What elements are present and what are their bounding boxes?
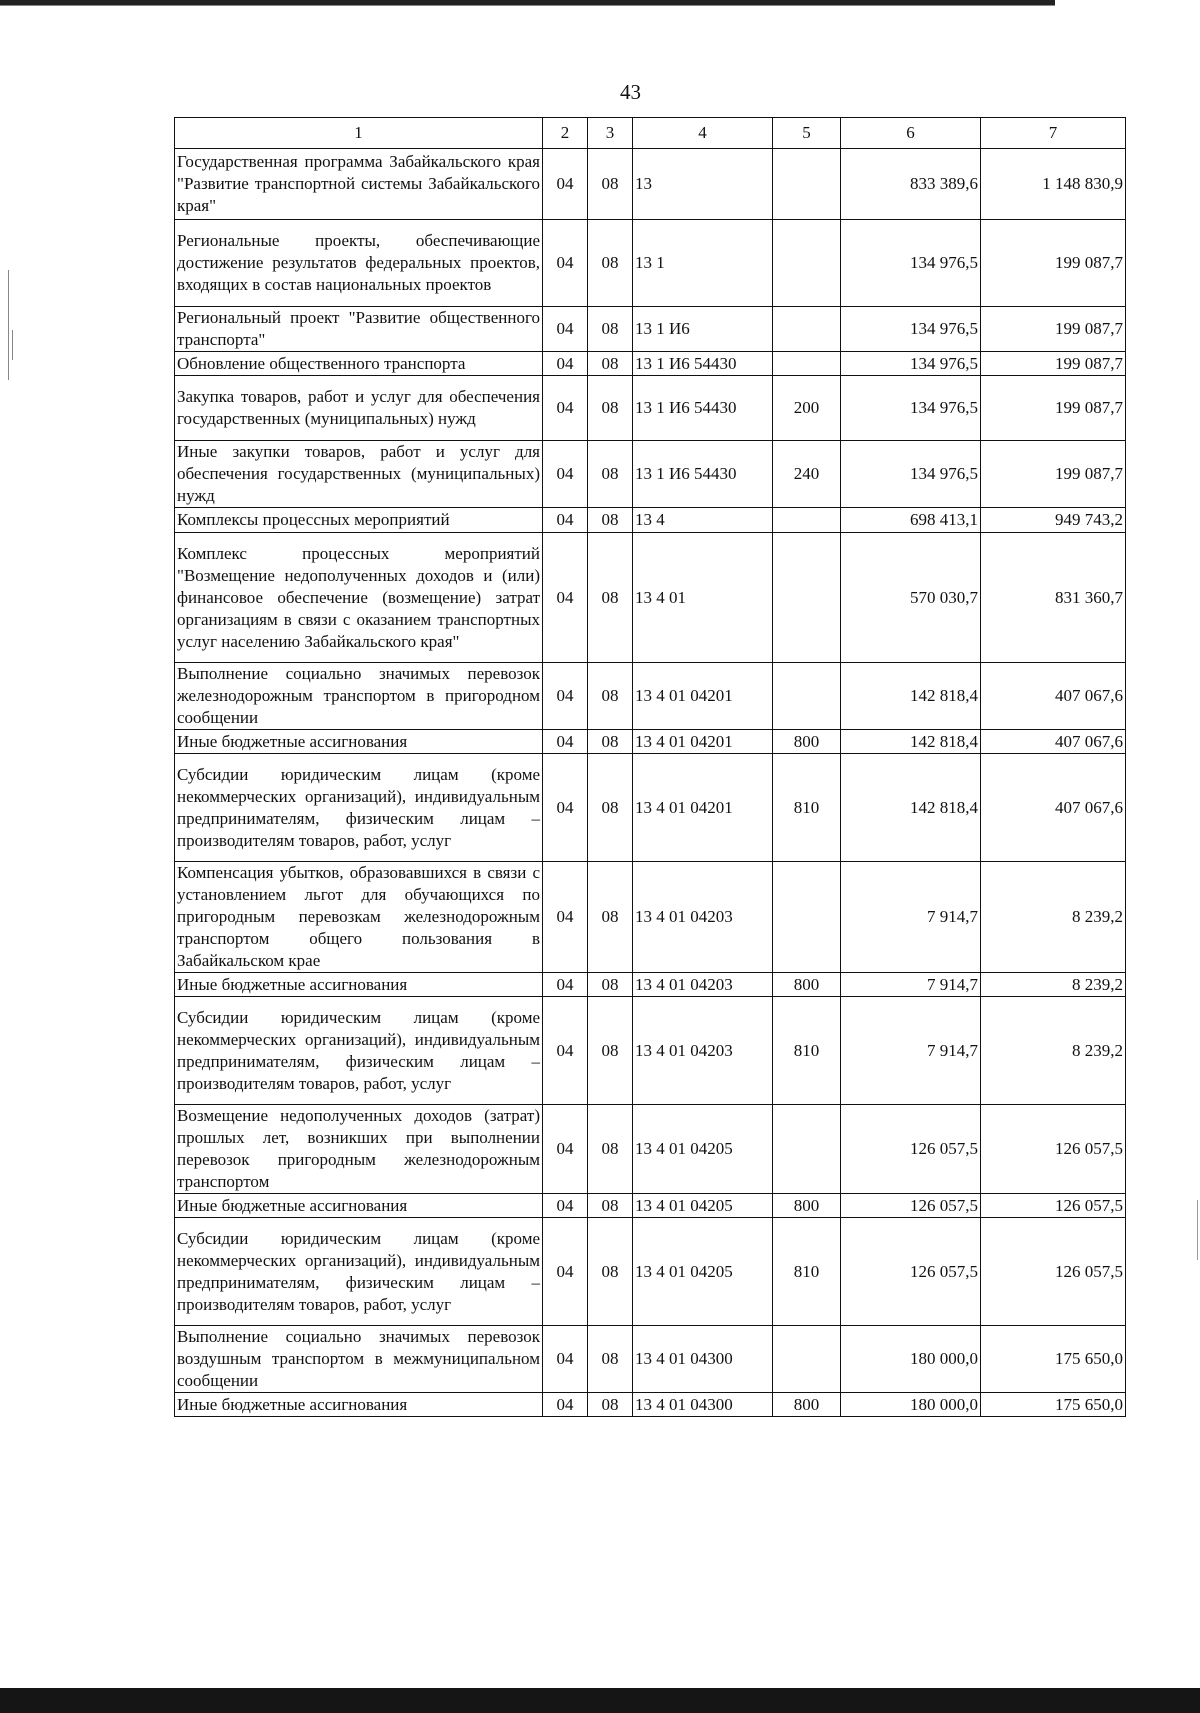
amount-col6-cell: 126 057,5 — [841, 1105, 981, 1194]
expense-type-cell — [773, 508, 841, 533]
subsection-code-cell: 08 — [588, 862, 633, 973]
amount-col6-cell: 7 914,7 — [841, 997, 981, 1105]
amount-col7-cell: 407 067,6 — [981, 730, 1126, 754]
target-article-cell: 13 4 01 04205 — [633, 1218, 773, 1326]
expense-type-cell: 800 — [773, 1393, 841, 1417]
target-article-cell: 13 4 01 04201 — [633, 730, 773, 754]
section-code-cell: 04 — [543, 1105, 588, 1194]
amount-col6-cell: 134 976,5 — [841, 376, 981, 441]
section-code-cell: 04 — [543, 149, 588, 220]
table-row — [175, 220, 1126, 307]
header-cell: 4 — [633, 118, 773, 149]
table-row — [175, 307, 1126, 352]
row-name-cell: Выполнение социально значимых перевозок железнодорожным транспортом в пригородном сообщении — [175, 663, 543, 730]
target-article-cell: 13 4 01 04201 — [633, 663, 773, 730]
amount-col7-cell: 407 067,6 — [981, 754, 1126, 862]
amount-col6-cell: 126 057,5 — [841, 1218, 981, 1326]
amount-col7-cell: 175 650,0 — [981, 1326, 1126, 1393]
row-name-cell: Субсидии юридическим лицам (кроме некоммерческих организаций), индивидуальным предпринимателям, физическим лицам – производителям товаров, работ, услуг — [175, 997, 543, 1105]
scan-bottom-border — [0, 1688, 1200, 1713]
target-article-cell: 13 4 01 04203 — [633, 973, 773, 997]
budget-table — [174, 117, 1126, 1417]
amount-col7-cell: 8 239,2 — [981, 997, 1126, 1105]
section-code-cell: 04 — [543, 862, 588, 973]
amount-col6-cell: 698 413,1 — [841, 508, 981, 533]
subsection-code-cell: 08 — [588, 149, 633, 220]
table-row — [175, 352, 1126, 376]
amount-col7-cell: 126 057,5 — [981, 1218, 1126, 1326]
expense-type-cell — [773, 307, 841, 352]
scan-left-edge-mark — [12, 330, 13, 360]
subsection-code-cell: 08 — [588, 352, 633, 376]
expense-type-cell: 240 — [773, 441, 841, 508]
target-article-cell: 13 4 01 04205 — [633, 1105, 773, 1194]
section-code-cell: 04 — [543, 1194, 588, 1218]
expense-type-cell — [773, 663, 841, 730]
target-article-cell: 13 1 И6 — [633, 307, 773, 352]
row-name-cell: Комплексы процессных мероприятий — [175, 508, 543, 533]
amount-col6-cell: 180 000,0 — [841, 1326, 981, 1393]
amount-col7-cell: 175 650,0 — [981, 1393, 1126, 1417]
section-code-cell: 04 — [543, 307, 588, 352]
expense-type-cell: 810 — [773, 1218, 841, 1326]
subsection-code-cell: 08 — [588, 220, 633, 307]
amount-col7-cell: 831 360,7 — [981, 533, 1126, 663]
target-article-cell: 13 4 01 04203 — [633, 862, 773, 973]
row-name-cell: Выполнение социально значимых перевозок воздушным транспортом в межмуниципальном сообщении — [175, 1326, 543, 1393]
amount-col7-cell: 407 067,6 — [981, 663, 1126, 730]
section-code-cell: 04 — [543, 220, 588, 307]
subsection-code-cell: 08 — [588, 376, 633, 441]
amount-col7-cell: 8 239,2 — [981, 973, 1126, 997]
amount-col7-cell: 949 743,2 — [981, 508, 1126, 533]
target-article-cell: 13 1 И6 54430 — [633, 376, 773, 441]
table-row — [175, 508, 1126, 533]
table-row — [175, 1393, 1126, 1417]
amount-col6-cell: 7 914,7 — [841, 862, 981, 973]
target-article-cell: 13 4 01 04300 — [633, 1326, 773, 1393]
subsection-code-cell: 08 — [588, 997, 633, 1105]
header-cell: 1 — [175, 118, 543, 149]
amount-col7-cell: 199 087,7 — [981, 441, 1126, 508]
row-name-cell: Иные бюджетные ассигнования — [175, 1194, 543, 1218]
table-row — [175, 441, 1126, 508]
subsection-code-cell: 08 — [588, 973, 633, 997]
amount-col6-cell: 142 818,4 — [841, 730, 981, 754]
expense-type-cell — [773, 352, 841, 376]
target-article-cell: 13 4 01 04203 — [633, 997, 773, 1105]
section-code-cell: 04 — [543, 1393, 588, 1417]
row-name-cell: Закупка товаров, работ и услуг для обеспечения государственных (муниципальных) нужд — [175, 376, 543, 441]
header-cell: 5 — [773, 118, 841, 149]
target-article-cell: 13 1 И6 54430 — [633, 352, 773, 376]
row-name-cell: Иные бюджетные ассигнования — [175, 1393, 543, 1417]
expense-type-cell — [773, 220, 841, 307]
table-row — [175, 149, 1126, 220]
expense-type-cell — [773, 1105, 841, 1194]
row-name-cell: Обновление общественного транспорта — [175, 352, 543, 376]
table-row — [175, 376, 1126, 441]
amount-col6-cell: 833 389,6 — [841, 149, 981, 220]
section-code-cell: 04 — [543, 997, 588, 1105]
row-name-cell: Региональный проект "Развитие общественного транспорта" — [175, 307, 543, 352]
header-cell: 3 — [588, 118, 633, 149]
row-name-cell: Возмещение недополученных доходов (затрат) прошлых лет, возникших при выполнении перевозок пригородным железнодорожным транспортом — [175, 1105, 543, 1194]
subsection-code-cell: 08 — [588, 1105, 633, 1194]
table-row — [175, 997, 1126, 1105]
expense-type-cell — [773, 149, 841, 220]
target-article-cell: 13 4 01 04300 — [633, 1393, 773, 1417]
table-row — [175, 1105, 1126, 1194]
section-code-cell: 04 — [543, 508, 588, 533]
amount-col7-cell: 1 148 830,9 — [981, 149, 1126, 220]
section-code-cell: 04 — [543, 973, 588, 997]
subsection-code-cell: 08 — [588, 307, 633, 352]
scan-left-edge-mark — [8, 270, 9, 380]
amount-col6-cell: 134 976,5 — [841, 307, 981, 352]
section-code-cell: 04 — [543, 730, 588, 754]
amount-col7-cell: 8 239,2 — [981, 862, 1126, 973]
subsection-code-cell: 08 — [588, 663, 633, 730]
amount-col7-cell: 199 087,7 — [981, 376, 1126, 441]
subsection-code-cell: 08 — [588, 1393, 633, 1417]
table-row — [175, 533, 1126, 663]
row-name-cell: Комплекс процессных мероприятий "Возмещение недополученных доходов и (или) финансовое обеспечение (возмещение) затрат организациям в связи с оказанием транспортных услуг населению Забайкальского края" — [175, 533, 543, 663]
section-code-cell: 04 — [543, 754, 588, 862]
amount-col6-cell: 570 030,7 — [841, 533, 981, 663]
subsection-code-cell: 08 — [588, 533, 633, 663]
table-row — [175, 1194, 1126, 1218]
expense-type-cell — [773, 862, 841, 973]
table-row — [175, 1218, 1126, 1326]
expense-type-cell — [773, 533, 841, 663]
header-cell: 7 — [981, 118, 1126, 149]
table-row — [175, 663, 1126, 730]
amount-col6-cell: 134 976,5 — [841, 352, 981, 376]
header-cell: 2 — [543, 118, 588, 149]
scan-right-edge-mark — [1197, 1200, 1198, 1260]
scan-top-border-shadow — [0, 5, 1055, 6]
table-row — [175, 730, 1126, 754]
target-article-cell: 13 1 — [633, 220, 773, 307]
table-row — [175, 1326, 1126, 1393]
target-article-cell: 13 4 — [633, 508, 773, 533]
table-row — [175, 754, 1126, 862]
table-body — [175, 149, 1126, 1417]
page-number: 43 — [620, 80, 641, 104]
amount-col6-cell: 134 976,5 — [841, 441, 981, 508]
section-code-cell: 04 — [543, 376, 588, 441]
subsection-code-cell: 08 — [588, 754, 633, 862]
expense-type-cell: 800 — [773, 973, 841, 997]
subsection-code-cell: 08 — [588, 1218, 633, 1326]
subsection-code-cell: 08 — [588, 508, 633, 533]
section-code-cell: 04 — [543, 1326, 588, 1393]
amount-col7-cell: 199 087,7 — [981, 220, 1126, 307]
target-article-cell: 13 4 01 — [633, 533, 773, 663]
amount-col7-cell: 199 087,7 — [981, 307, 1126, 352]
expense-type-cell — [773, 1326, 841, 1393]
section-code-cell: 04 — [543, 663, 588, 730]
section-code-cell: 04 — [543, 1218, 588, 1326]
subsection-code-cell: 08 — [588, 1194, 633, 1218]
expense-type-cell: 810 — [773, 754, 841, 862]
amount-col6-cell: 180 000,0 — [841, 1393, 981, 1417]
row-name-cell: Компенсация убытков, образовавшихся в связи с установлением льгот для обучающихся по пригородным перевозкам железнодорожным транспортом общего пользования в Забайкальском крае — [175, 862, 543, 973]
expense-type-cell: 200 — [773, 376, 841, 441]
expense-type-cell: 810 — [773, 997, 841, 1105]
row-name-cell: Иные бюджетные ассигнования — [175, 730, 543, 754]
amount-col7-cell: 126 057,5 — [981, 1194, 1126, 1218]
target-article-cell: 13 1 И6 54430 — [633, 441, 773, 508]
amount-col6-cell: 126 057,5 — [841, 1194, 981, 1218]
target-article-cell: 13 4 01 04205 — [633, 1194, 773, 1218]
amount-col7-cell: 126 057,5 — [981, 1105, 1126, 1194]
row-name-cell: Субсидии юридическим лицам (кроме некоммерческих организаций), индивидуальным предпринимателям, физическим лицам – производителям товаров, работ, услуг — [175, 1218, 543, 1326]
table-row — [175, 862, 1126, 973]
row-name-cell: Субсидии юридическим лицам (кроме некоммерческих организаций), индивидуальным предпринимателям, физическим лицам – производителям товаров, работ, услуг — [175, 754, 543, 862]
amount-col6-cell: 142 818,4 — [841, 663, 981, 730]
header-row — [175, 118, 1126, 149]
amount-col6-cell: 7 914,7 — [841, 973, 981, 997]
expense-type-cell: 800 — [773, 730, 841, 754]
amount-col6-cell: 142 818,4 — [841, 754, 981, 862]
target-article-cell: 13 — [633, 149, 773, 220]
row-name-cell: Иные закупки товаров, работ и услуг для обеспечения государственных (муниципальных) нужд — [175, 441, 543, 508]
section-code-cell: 04 — [543, 441, 588, 508]
row-name-cell: Региональные проекты, обеспечивающие достижение результатов федеральных проектов, входящих в состав национальных проектов — [175, 220, 543, 307]
row-name-cell: Государственная программа Забайкальского края "Развитие транспортной системы Забайкальского края" — [175, 149, 543, 220]
expense-type-cell: 800 — [773, 1194, 841, 1218]
subsection-code-cell: 08 — [588, 441, 633, 508]
row-name-cell: Иные бюджетные ассигнования — [175, 973, 543, 997]
header-cell: 6 — [841, 118, 981, 149]
table-row — [175, 973, 1126, 997]
amount-col7-cell: 199 087,7 — [981, 352, 1126, 376]
target-article-cell: 13 4 01 04201 — [633, 754, 773, 862]
subsection-code-cell: 08 — [588, 730, 633, 754]
section-code-cell: 04 — [543, 352, 588, 376]
amount-col6-cell: 134 976,5 — [841, 220, 981, 307]
section-code-cell: 04 — [543, 533, 588, 663]
subsection-code-cell: 08 — [588, 1326, 633, 1393]
